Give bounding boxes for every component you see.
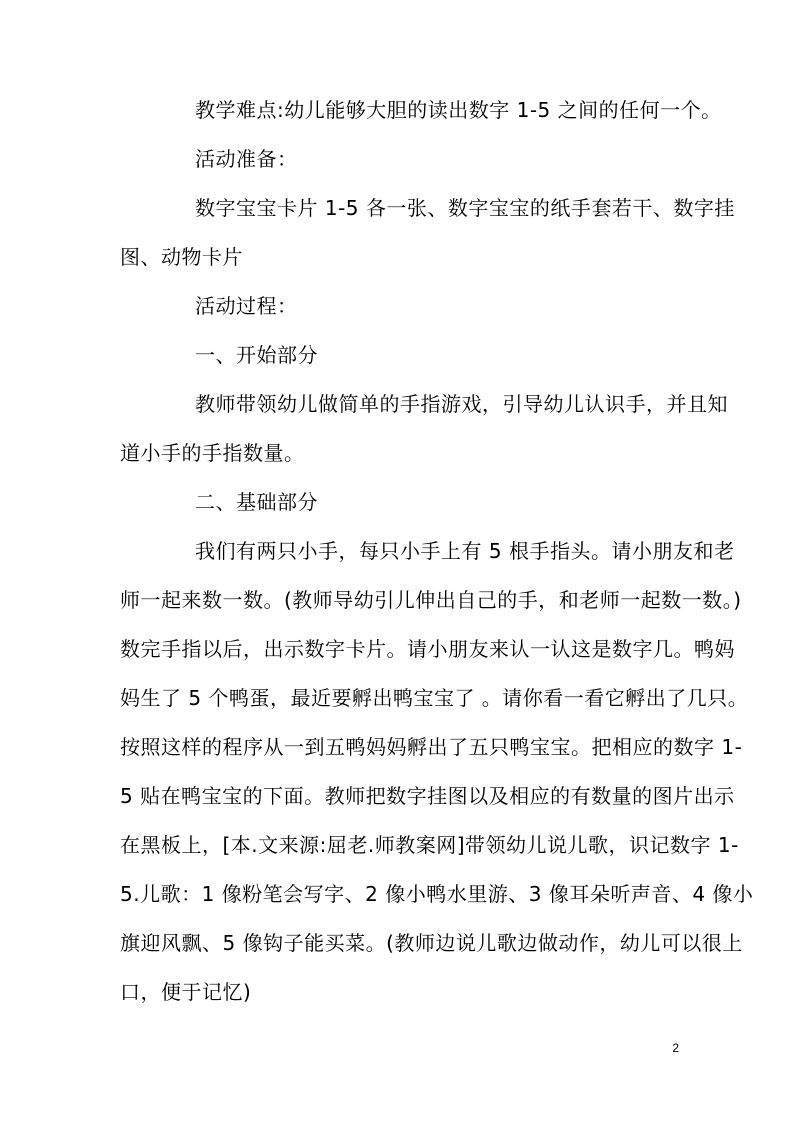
paragraph-basic-line-2: 师一起来数一数。(教师导幼引儿伸出自己的手，和老师一起数一数。) bbox=[120, 588, 742, 612]
paragraph-basic-line-8: 5.儿歌：1 像粉笔会写字、2 像小鸭水里游、3 像耳朵听声音、4 像小 bbox=[120, 882, 754, 906]
paragraph-basic-line-10: 口，便于记忆) bbox=[120, 980, 252, 1004]
heading-process: 活动过程： bbox=[195, 294, 298, 318]
paragraph-basic-line-4: 妈生了 5 个鸭蛋，最近要孵出鸭宝宝了 。请你看一看它孵出了几只。 bbox=[120, 686, 749, 710]
paragraph-basic-line-1: 我们有两只小手，每只小手上有 5 根手指头。请小朋友和老 bbox=[195, 539, 735, 563]
paragraph-basic-line-3: 数完手指以后，出示数字卡片。请小朋友来认一认这是数字几。鸭妈 bbox=[120, 637, 735, 661]
paragraph-opening-line-2: 道小手的手指数量。 bbox=[120, 441, 305, 465]
paragraph-opening-line-1: 教师带领幼儿做简单的手指游戏，引导幼儿认识手，并且知 bbox=[195, 392, 728, 416]
paragraph-basic-line-9: 旗迎风飘、5 像钩子能买菜。(教师边说儿歌边做动作，幼儿可以很上 bbox=[120, 931, 743, 955]
heading-preparation: 活动准备： bbox=[195, 147, 298, 171]
paragraph-basic-line-7: 在黑板上，[本.文来源:屈老.师教案网]带领幼儿说儿歌，识记数字 1- bbox=[120, 833, 739, 857]
paragraph-basic-line-6: 5 贴在鸭宝宝的下面。教师把数字挂图以及相应的有数量的图片出示 bbox=[120, 784, 735, 808]
page-number: 2 bbox=[672, 1041, 679, 1055]
paragraph-preparation-line-2: 图、动物卡片 bbox=[120, 245, 243, 269]
heading-basic-section: 二、基础部分 bbox=[195, 490, 318, 514]
paragraph-basic-line-5: 按照这样的程序从一到五鸭妈妈孵出了五只鸭宝宝。把相应的数字 1- bbox=[120, 735, 743, 759]
paragraph-preparation-line-1: 数字宝宝卡片 1-5 各一张、数字宝宝的纸手套若干、数字挂 bbox=[195, 196, 735, 220]
paragraph-difficulty: 教学难点:幼儿能够大胆的读出数字 1-5 之间的任何一个。 bbox=[195, 98, 722, 122]
heading-opening-section: 一、开始部分 bbox=[195, 343, 318, 367]
